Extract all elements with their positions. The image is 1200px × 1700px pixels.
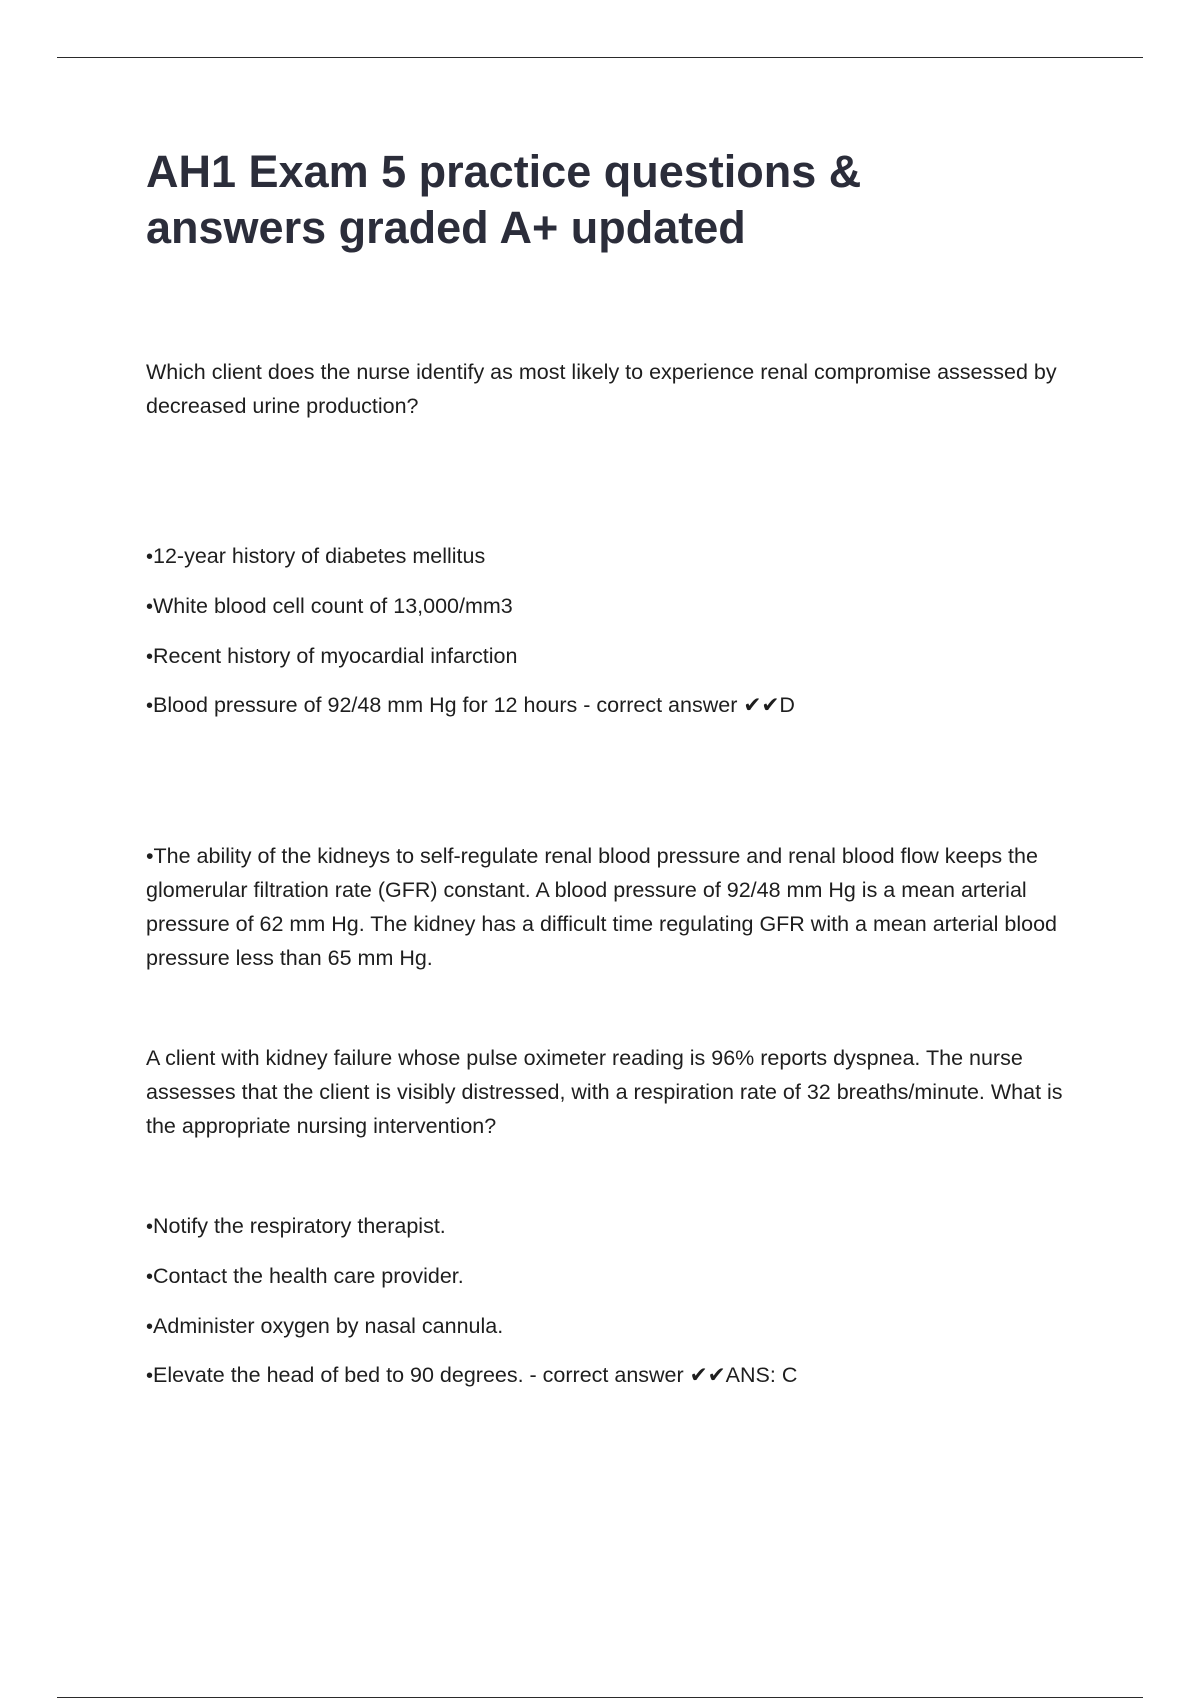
option-label: Contact the health care provider. xyxy=(153,1264,464,1288)
option-label: White blood cell count of 13,000/mm3 xyxy=(153,594,513,618)
option-label: 12-year history of diabetes mellitus xyxy=(153,544,486,568)
bullet-icon: • xyxy=(146,695,154,717)
question-1-option-b xyxy=(146,589,1086,624)
question-2-option-d xyxy=(146,1358,1086,1393)
bullet-icon: • xyxy=(146,546,154,568)
page-title: AH1 Exam 5 practice questions & answers graded A+ updated xyxy=(146,146,862,253)
option-label: Administer oxygen by nasal cannula. xyxy=(153,1314,504,1338)
question-1-option-a xyxy=(146,539,1086,574)
question-1-option-c xyxy=(146,639,1086,674)
bullet-icon: • xyxy=(146,1266,154,1288)
option-label: Notify the respiratory therapist. xyxy=(153,1214,446,1238)
question-2-option-a xyxy=(146,1209,1086,1244)
top-rule xyxy=(57,57,1143,58)
option-label: Recent history of myocardial infarction xyxy=(153,644,518,668)
question-2-option-c xyxy=(146,1309,1086,1344)
bullet-icon: • xyxy=(146,596,154,618)
question-2-option-b xyxy=(146,1259,1086,1294)
option-label: Blood pressure of 92/48 mm Hg for 12 hours - correct answer ✔✔D xyxy=(153,693,795,717)
option-label: Elevate the head of bed to 90 degrees. - correct answer ✔✔ANS: C xyxy=(153,1363,798,1387)
question-1-option-d xyxy=(146,688,1086,723)
bullet-icon: • xyxy=(146,646,154,668)
bullet-icon: • xyxy=(146,1365,154,1387)
question-1-rationale: •The ability of the kidneys to self-regulate renal blood pressure and renal blood flow keeps the glomerular filtration rate (GFR) constant. A blood pressure of 92/48 mm Hg is a mean arterial pressure of 62 mm Hg. The kidney has a difficult time regulating GFR with a mean arterial blood pressure less than 65 mm Hg. xyxy=(146,844,1057,970)
bullet-icon: • xyxy=(146,1216,154,1238)
bottom-rule xyxy=(57,1697,1143,1698)
question-1-text: Which client does the nurse identify as most likely to experience renal compromise assessed by decreased urine production? xyxy=(146,360,1057,418)
question-2-text: A client with kidney failure whose pulse oximeter reading is 96% reports dyspnea. The nurse assesses that the client is visibly distressed, with a respiration rate of 32 breaths/minute. What is the appropriate nursing intervention? xyxy=(146,1046,1063,1138)
bullet-icon: • xyxy=(146,1316,154,1338)
